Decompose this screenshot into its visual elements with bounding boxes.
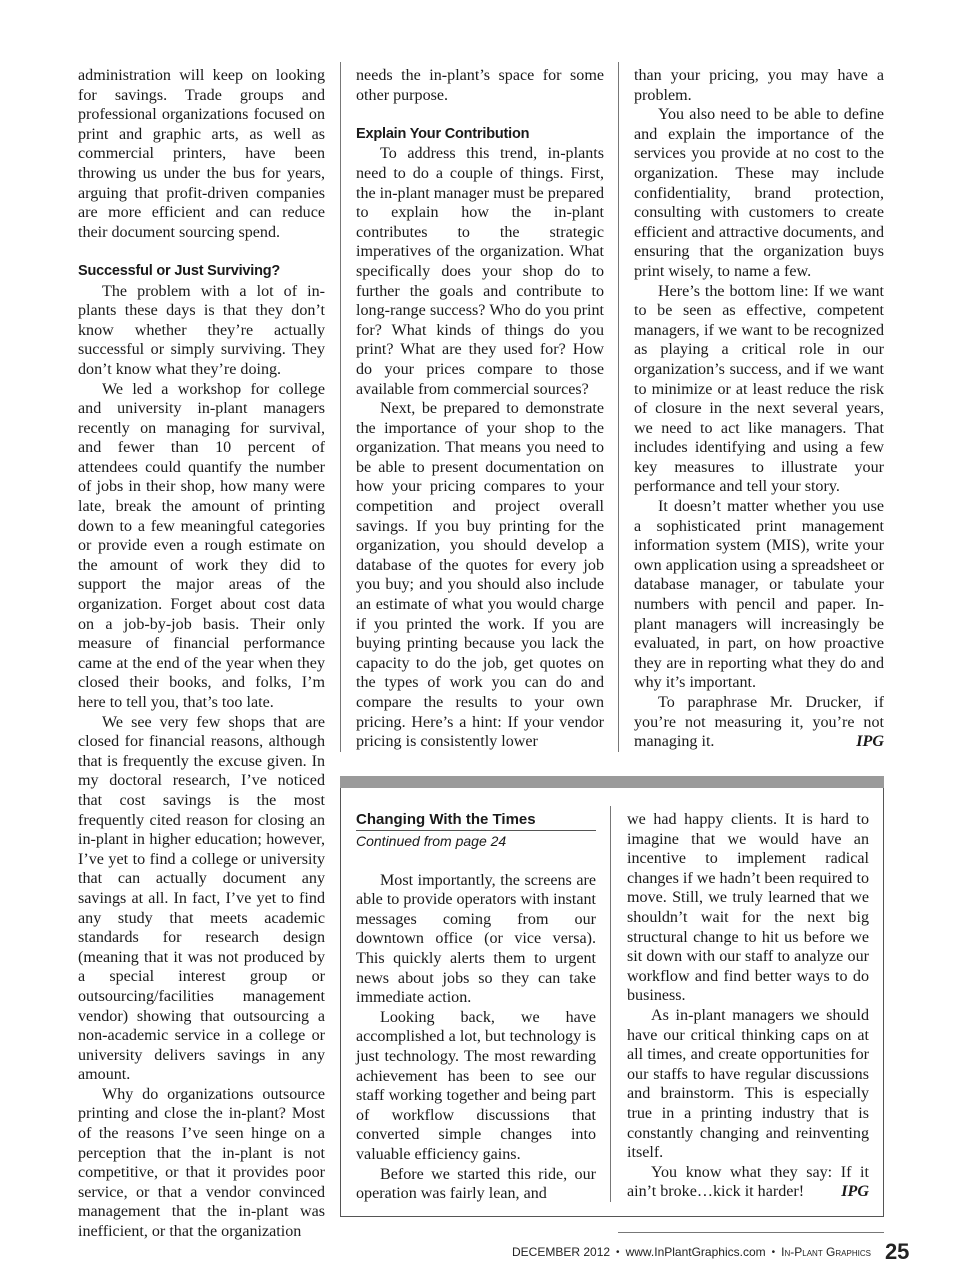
article-column-3 (634, 66, 884, 752)
paragraph: You also need to be able to define and explain the importance of the services you provide at no cost to the organization. These may include confidentiality, brand protection, consulting with customers to create efficient and attractive documents, and ensuring that the organization buys print wisely, to name a few. (634, 106, 884, 280)
section-heading: Explain Your Contribution (356, 125, 530, 142)
paragraph: Before we started this ride, our operation was fairly lean, and (356, 1165, 596, 1203)
paragraph: administration will keep on looking for savings. Trade groups and professional organizations focused on print and graphic arts, as well as commercial printers, have been throwing us under the bus for years, arguing that profit-driven companies are more efficient and can reduce their document sourcing spend. (78, 67, 325, 241)
page-footer (512, 1240, 942, 1264)
column-divider (618, 62, 619, 752)
issue-date: DECEMBER 2012 (512, 1245, 611, 1259)
article-column-1 (78, 66, 325, 1242)
paragraph: We see very few shops that are closed for financial reasons, although that is frequently the excuse given. In my doctoral research, I’ve noticed that cost savings is the most frequently cited reason for closing an in-plant in higher education; however, I’ve yet to find a college or university that can actually document any savings at all. In fact, I’ve yet to find any study that meets academic standards for research design (meaning that it was not produced by a special interest group or outsourcing/facilities management vendor) showing that outsourcing a non-academic service in a college or university delivers savings in any amount. (78, 713, 325, 1084)
sidebar-title: Changing With the Times (356, 810, 596, 831)
footer-rule (618, 1232, 884, 1233)
paragraph: Most importantly, the screens are able to provide operators with instant messages coming from our downtown office (or vice versa). This quickly alerts them to urgent news about jobs so they can take immediate action. (356, 871, 597, 1007)
end-signature: IPG (841, 1183, 869, 1201)
paragraph: It doesn’t matter whether you use a sophisticated print management information system (MIS), write your own application using a spreadsheet or database manager, or tabulate your numbers with pencil and paper. In-plant managers will increasingly be evaluated, in part, on how proactive they are in reporting what they do and why it’s important. (634, 498, 884, 692)
paragraph: To address this trend, in-plants need to do a couple of things. First, the in-plant manager must be prepared to explain how the in-plant contributes to the strategic imperatives of the organization. What specifically does your shop do to further the goals and contribute to long-range success? Who do you print for? What kinds of things do you print? What are they used for? How do your prices compare to those available from commercial sources? (356, 145, 605, 398)
continued-from-note: Continued from page 24 (356, 833, 507, 849)
paragraph-text: You know what they say: If it ain’t broke…kick it harder! (627, 1163, 869, 1201)
paragraph-text: To paraphrase Mr. Drucker, if you’re not measuring it, you’re not managing it. (634, 694, 884, 751)
sidebar-column-divider (610, 806, 611, 1202)
page-number: 25 (884, 1239, 910, 1264)
paragraph: The problem with a lot of in-plants these days is that they don’t know whether they’re actually successful or simply surviving. They don’t know what they’re doing. (78, 282, 325, 378)
paragraph: Here’s the bottom line: If we want to be seen as effective, competent managers, if we want to be recognized as playing a critical role in our organization’s success, and if we want to minimize or at least reduce the risk of closure in the next several years, we need to act like managers. That includes identifying and using a few key measures to illustrate your performance and tell your story. (634, 282, 884, 496)
paragraph: needs the in-plant’s space for some other purpose. (356, 67, 604, 104)
sidebar-top-bar (340, 776, 884, 788)
bullet-separator: • (616, 1246, 620, 1258)
section-heading: Successful or Just Surviving? (78, 262, 281, 279)
sidebar-column-2 (627, 810, 869, 1202)
paragraph (634, 693, 884, 752)
paragraph: Why do organizations outsource printing and close the in-plant? Most of the reasons I’ve seen hinge on a perception that the in-plant is not competitive, or that it provides poor service, or that a vendor convinced management that the in-plant was inefficient, or that the organization (78, 1085, 325, 1241)
paragraph: Looking back, we have accomplished a lot, but technology is just technology. The most rewarding achievement has been to see our staff working together and being part of workflow discussions that converted simple changes into valuable efficiency gains. (356, 1008, 596, 1163)
bullet-separator: • (771, 1246, 776, 1258)
end-signature: IPG (856, 733, 884, 751)
paragraph: As in-plant managers we should have our critical thinking caps on at all times, and create opportunities for our staffs to have regular discussions and brainstorm. This is especially true in a printing industry that is constantly changing and reinventing itself. (627, 1006, 869, 1162)
paragraph: Next, be prepared to demonstrate the importance of your shop to the organization. That means you need to be able to present documentation on how your pricing compares to your competition and project overall savings. If you buy printing for the organization, you should develop a database of the quotes for every job you buy; and you should also include an estimate of what you would charge if you printed the work. If you are buying printing because you lack the capacity to do the job, get quotes on the types of work you can do and compare the results to your own pricing. Here’s a hint: If your vendor pricing is consistently lower (356, 400, 604, 751)
paragraph: we had happy clients. It is hard to imagine that we would have an incentive to implement radical changes if we hadn’t been required to move. Still, we truly learned that we shouldn’t wait for the next big structural change to hit us before we sit down with our staff to analyze our workflow and find better ways to do business. (627, 811, 869, 1005)
paragraph: We led a workshop for college and university in-plant managers recently on managing for survival, and fewer than 10 percent of attendees could quantify the number of jobs in their shop, how many were late, break the amount of printing down to a few meaningful categories or provide even a rough estimate on the amount of work they did to support the major areas of the organization. Forget about cost data on a job-by-job basis. Their only measure of financial performance came at the end of the year when they closed their books, and folks, I’m here to tell you, that’s too late. (78, 380, 325, 711)
magazine-name: In-Plant Graphics (781, 1245, 871, 1259)
paragraph (627, 1163, 869, 1202)
website-url: www.InPlantGraphics.com (625, 1245, 766, 1259)
article-column-2 (356, 66, 604, 752)
paragraph: than your pricing, you may have a problem. (634, 67, 884, 104)
column-divider (340, 62, 341, 752)
sidebar-column-1 (356, 810, 596, 1204)
